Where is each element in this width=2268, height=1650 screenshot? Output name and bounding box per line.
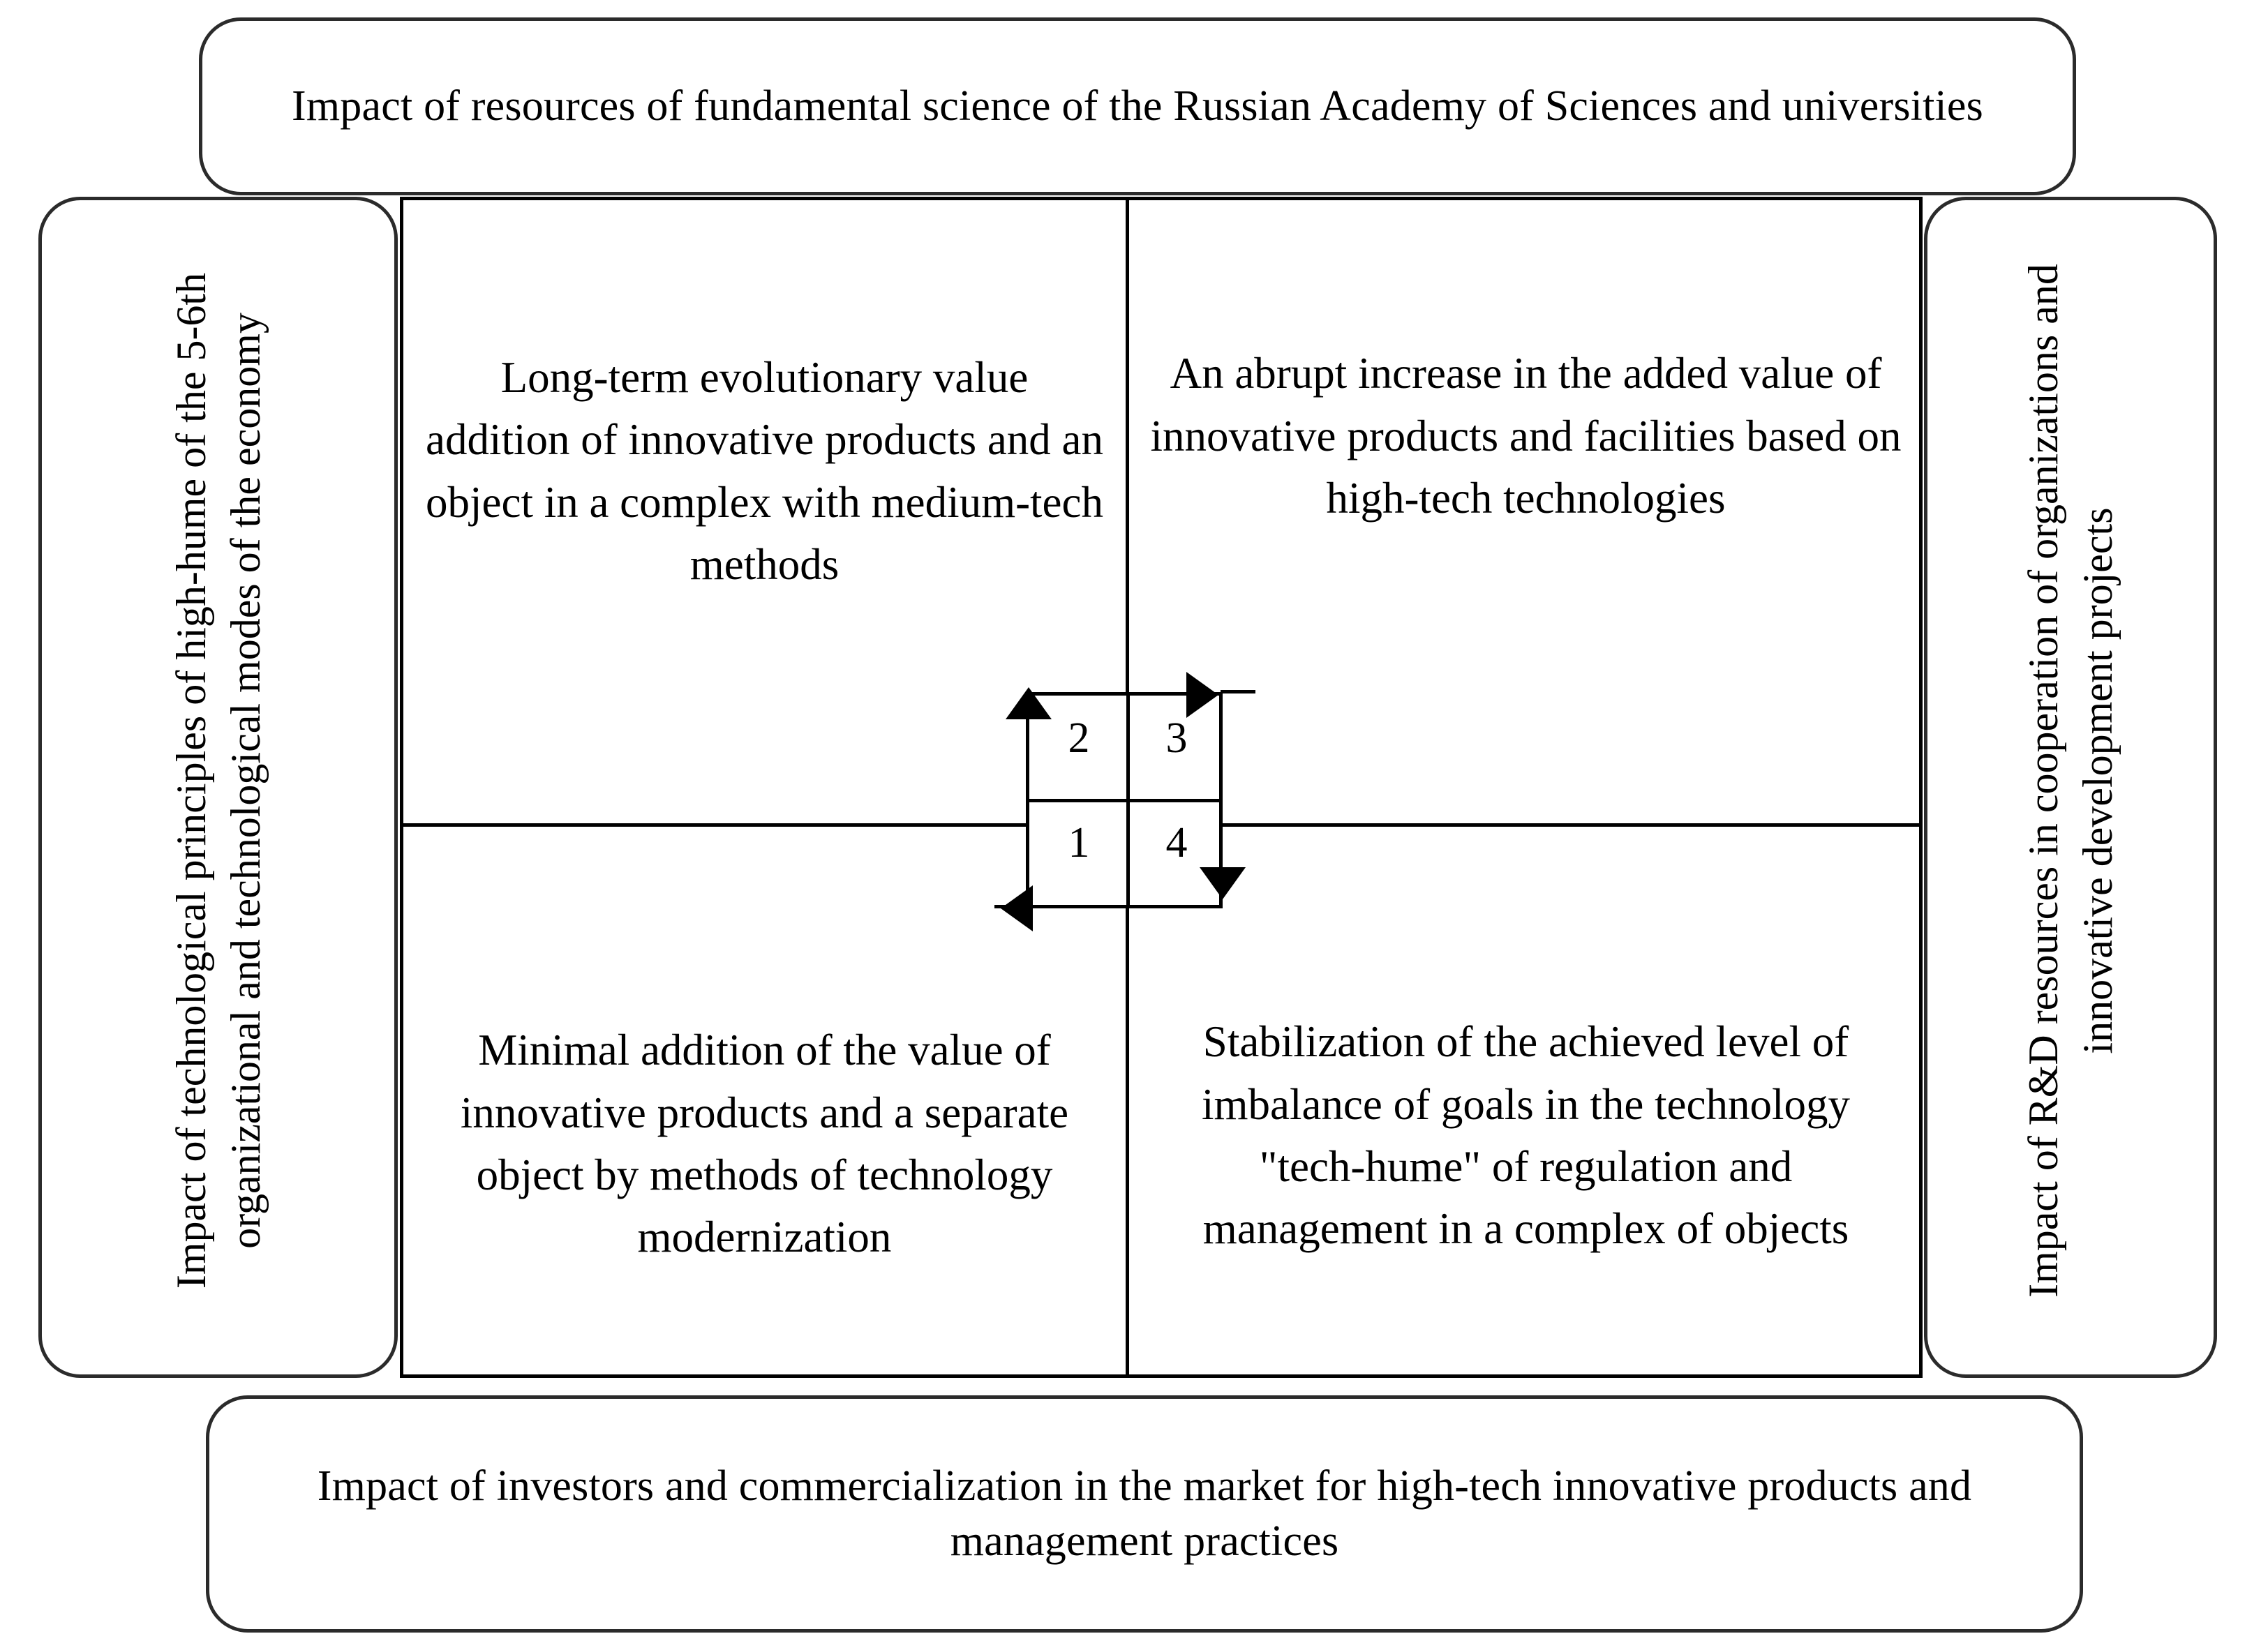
right-panel-text: Impact of R&D resources in cooperation of organizations and innovative development projects xyxy=(2020,263,2121,1298)
right-panel-rotation-wrapper xyxy=(2016,230,2125,1346)
quadrant-bottom-left-text: Minimal addition of the value of innovative products and a separate object by methods of technology modernization xyxy=(460,1026,1069,1262)
cycle-cell-2: 2 xyxy=(1068,714,1090,762)
right-arrow-icon xyxy=(1186,672,1218,718)
cycle-cell-4: 4 xyxy=(1165,819,1188,867)
quadrant-bottom-right-text: Stabilization of the achieved level of imbalance of goals in the technology "tech-hume" of regulation and management in a complex of objects xyxy=(1202,1017,1850,1254)
left-panel-text: Impact of technological principles of high-hume of the 5-6th organizational and technological modes of the economy xyxy=(167,272,269,1289)
cycle-cell-1: 1 xyxy=(1068,819,1090,867)
left-panel-rotation-wrapper xyxy=(164,230,273,1346)
quadrant-bottom-right xyxy=(1129,827,1923,1378)
quadrant-top-left xyxy=(403,200,1126,823)
quadrant-top-right-text: An abrupt increase in the added value of innovative products and facilities based on high-tech technologies xyxy=(1150,349,1902,523)
top-banner xyxy=(199,17,2076,195)
quadrant-top-right xyxy=(1129,200,1923,823)
right-panel xyxy=(1924,197,2217,1378)
cycle-connector-top-right xyxy=(1221,690,1255,693)
left-panel xyxy=(38,197,398,1378)
left-arrow-icon xyxy=(1001,885,1033,931)
top-banner-text: Impact of resources of fundamental science of the Russian Academy of Sciences and universities xyxy=(292,82,1983,130)
cycle-matrix xyxy=(1026,692,1223,908)
up-arrow-icon xyxy=(1006,687,1052,719)
bottom-banner-text: Impact of investors and commercialization in the market for high-tech innovative products and management practices xyxy=(317,1462,1972,1565)
bottom-banner xyxy=(206,1395,2083,1633)
down-arrow-icon xyxy=(1200,867,1246,899)
cycle-cell-3: 3 xyxy=(1165,714,1188,762)
cycle-horizontal-divider xyxy=(1026,799,1223,802)
quadrant-top-left-text: Long-term evolutionary value addition of innovative products and an object in a complex with medium-tech methods xyxy=(425,352,1104,589)
